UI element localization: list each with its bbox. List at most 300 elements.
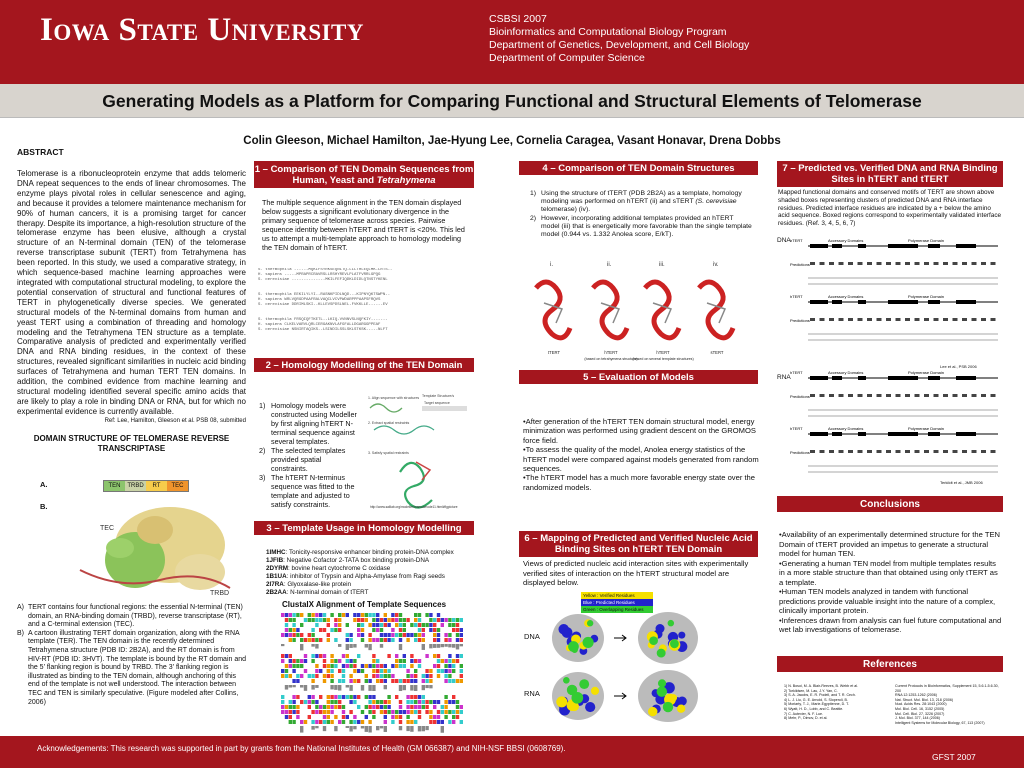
alignment-residue — [319, 654, 322, 658]
alignment-residue — [418, 628, 421, 632]
conservation-bar — [448, 644, 451, 647]
alignment-residue — [361, 664, 364, 668]
alignment-residue — [315, 710, 318, 714]
reference-source: Intelligent Systems for Molecular Biology, 67, 113 (2007) — [895, 720, 985, 725]
fig-label: Target sequence — [424, 401, 450, 405]
prediction-mark — [877, 262, 882, 265]
legend-overlapping: Green : Overlapping Residues — [581, 606, 653, 613]
panel5-bullet: •To assess the quality of the model, Anolea energy statistics of the hTERT model were compared against models generated from random sequences. — [523, 445, 759, 474]
prediction-mark — [839, 394, 844, 397]
alignment-residue — [289, 720, 292, 724]
alignment-residue — [289, 638, 292, 642]
conservation-bar — [380, 644, 383, 648]
alignment-residue — [342, 669, 345, 673]
conservation-bar — [311, 644, 314, 647]
alignment-residue — [433, 705, 436, 709]
references-heading: References — [777, 656, 1003, 672]
alignment-residue — [327, 695, 330, 699]
alignment-residue — [399, 618, 402, 622]
alignment-residue — [384, 710, 387, 714]
panel5-heading: 5 – Evaluation of Models — [519, 370, 758, 384]
alignment-residue — [433, 700, 436, 704]
reference-citation: 6) Wyatt, H. D., Lobb, and C. Beattie. — [784, 706, 844, 711]
alignment-residue — [441, 710, 444, 714]
alignment-residue — [334, 695, 337, 699]
prediction-mark — [829, 318, 834, 321]
alignment-residue — [353, 715, 356, 719]
alignment-residue — [384, 623, 387, 627]
alignment-residue — [452, 710, 455, 714]
prediction-mark — [820, 318, 825, 321]
alignment-residue — [418, 618, 421, 622]
alignment-residue — [448, 674, 451, 678]
alignment-residue — [285, 654, 288, 658]
alignment-residue — [292, 623, 295, 627]
alignment-residue — [292, 720, 295, 724]
alignment-residue — [456, 715, 459, 719]
prediction-mark — [858, 318, 863, 321]
alignment-residue — [285, 613, 288, 617]
alignment-residue — [357, 628, 360, 632]
conservation-bar — [368, 726, 371, 732]
domain-segment — [928, 376, 940, 380]
conservation-bar — [376, 726, 379, 730]
alignment-residue — [327, 705, 330, 709]
domain-trbd: TRBD — [125, 481, 146, 491]
prediction-mark — [943, 318, 948, 321]
panel1-heading-em: Tetrahymena — [376, 174, 436, 186]
alignment-residue — [433, 664, 436, 668]
prediction-mark — [962, 394, 967, 397]
alignment-residue — [353, 618, 356, 622]
legend-verified: Yellow : Verified Residues — [581, 592, 653, 599]
residue-patch — [556, 696, 567, 707]
alignment-residue — [460, 705, 463, 709]
alignment-residue — [399, 705, 402, 709]
alignment-residue — [304, 654, 307, 658]
alignment-residue — [368, 695, 371, 699]
domain-segment — [888, 432, 918, 436]
alignment-residue — [281, 710, 284, 714]
panel5-bullet: •After generation of the hTERT TEN domain structural model, energy minimization was performed using gradient descent on the GROMOS force field. — [523, 417, 756, 445]
track-label: Polymerase Domain — [908, 238, 945, 243]
ribbon-label-tec: TEC — [100, 525, 114, 532]
alignment-residue — [414, 710, 417, 714]
residue-patch — [657, 649, 666, 658]
alignment-residue — [372, 715, 375, 719]
alignment-residue — [414, 720, 417, 724]
alignment-residue — [346, 633, 349, 637]
alignment-residue — [357, 654, 360, 658]
conclusion-text: Inferences drawn from analysis can fuel future computational and wet lab investigations of telomerase. — [779, 615, 1002, 634]
domain-segment — [858, 376, 866, 380]
conservation-bar — [410, 685, 413, 691]
alignment-residue — [395, 679, 398, 683]
alignment-residue — [365, 705, 368, 709]
alignment-residue — [365, 674, 368, 678]
alignment-residue — [338, 659, 341, 663]
alignment-residue — [353, 669, 356, 673]
alignment-residue — [406, 720, 409, 724]
alignment-residue — [296, 695, 299, 699]
conclusion-bullet: •Generating a human TEN model from multiple templates results in a more stable structure than that obtained using only tTERT as a template. — [779, 558, 998, 587]
reference-citation: 2) Torkildsen, M. Lau, J.Y. Yan, C. — [784, 688, 838, 693]
alignment-residue — [330, 700, 333, 704]
alignment-residue — [384, 633, 387, 637]
reference-citation: 4) L. J. Liu, G. E. Arnold, S. Sloperoli, B. — [784, 697, 848, 702]
alignment-residue — [353, 664, 356, 668]
alignment-residue — [387, 618, 390, 622]
prediction-mark — [991, 318, 996, 321]
alignment-residue — [376, 664, 379, 668]
alignment-residue — [330, 669, 333, 673]
fig-label: 3. Satisfy spatial restraints — [368, 451, 409, 455]
prediction-mark — [896, 318, 901, 321]
conservation-bar — [346, 685, 349, 688]
alignment-residue — [353, 679, 356, 683]
alignment-residue — [448, 664, 451, 668]
conservation-bar — [384, 685, 387, 689]
prediction-mark — [886, 450, 891, 453]
reference-source: Mol. Cell. Biol. 27, 3226 (2007) — [895, 711, 945, 716]
alignment-residue — [422, 695, 425, 699]
alignment-residue — [296, 628, 299, 632]
alignment-residue — [334, 700, 337, 704]
alignment-residue — [456, 700, 459, 704]
sequence-alignment — [258, 268, 472, 344]
prediction-mark — [867, 394, 872, 397]
alignment-residue — [452, 720, 455, 724]
prediction-mark — [972, 450, 977, 453]
alignment-residue — [292, 710, 295, 714]
dna-row-label: DNA — [524, 632, 540, 641]
alignment-residue — [433, 638, 436, 642]
modeller-workflow-figure — [360, 392, 472, 510]
seq-name: H. sapiens — [258, 298, 283, 302]
prediction-mark — [981, 394, 986, 397]
track-label: hTERT — [790, 370, 803, 375]
alignment-residue — [441, 623, 444, 627]
alignment-residue — [380, 633, 383, 637]
alignment-residue — [349, 659, 352, 663]
alignment-residue — [296, 664, 299, 668]
conservation-bar — [425, 726, 428, 730]
conservation-bar — [361, 726, 364, 728]
alignment-residue — [300, 664, 303, 668]
prediction-mark — [972, 318, 977, 321]
references-left — [784, 684, 889, 726]
alignment-residue — [289, 613, 292, 617]
alignment-residue — [403, 679, 406, 683]
alignment-residue — [342, 664, 345, 668]
alignment-residue — [349, 664, 352, 668]
alignment-residue — [296, 633, 299, 637]
alignment-residue — [346, 659, 349, 663]
domain-segment — [832, 300, 842, 304]
alignment-residue — [319, 720, 322, 724]
alignment-residue — [391, 613, 394, 617]
alignment-residue — [300, 720, 303, 724]
alignment-residue — [334, 664, 337, 668]
rotation-arrow — [614, 635, 626, 641]
alignment-residue — [330, 664, 333, 668]
author-list: Colin Gleeson, Michael Hamilton, Jae-Hyung Lee, Cornelia Caragea, Vasant Honavar, Drena Dobbs — [243, 135, 781, 147]
alignment-residue — [319, 669, 322, 673]
template-desc: : Negative Cofactor 2-TATA box binding protein-DNA — [283, 557, 430, 564]
prediction-mark — [905, 450, 910, 453]
domain-segment — [956, 432, 976, 436]
alignment-residue — [384, 664, 387, 668]
telomerase-surface-image — [60, 500, 240, 600]
alignment-residue — [319, 710, 322, 714]
alignment-residue — [372, 638, 375, 642]
alignment-residue — [289, 705, 292, 709]
alignment-residue — [406, 669, 409, 673]
alignment-residue — [448, 623, 451, 627]
alignment-residue — [448, 654, 451, 658]
alignment-residue — [441, 720, 444, 724]
track-label: hTERT — [790, 426, 803, 431]
alignment-residue — [338, 720, 341, 724]
alignment-residue — [319, 628, 322, 632]
alignment-residue — [429, 623, 432, 627]
alignment-residue — [365, 715, 368, 719]
alignment-residue — [304, 700, 307, 704]
alignment-residue — [289, 659, 292, 663]
fig-label: 2. Extract spatial restraints — [368, 421, 410, 425]
alignment-residue — [327, 715, 330, 719]
alignment-residue — [361, 638, 364, 642]
alignment-residue — [403, 633, 406, 637]
alignment-residue — [361, 628, 364, 632]
alignment-residue — [403, 710, 406, 714]
alignment-residue — [410, 695, 413, 699]
prediction-mark — [886, 394, 891, 397]
alignment-residue — [334, 638, 337, 642]
alignment-residue — [334, 715, 337, 719]
template-item — [266, 557, 472, 565]
domain-segment — [956, 244, 976, 248]
track-label: Accessory Domains — [828, 370, 864, 375]
conservation-bar — [315, 726, 318, 728]
alignment-residue — [456, 633, 459, 637]
alignment-residue — [429, 628, 432, 632]
alignment-residue — [334, 659, 337, 663]
reference-source: Current Protocols in Bioinformatics, Supplement 15, 5.6.1-5.6.30, 200 — [895, 684, 999, 693]
prediction-mark — [877, 394, 882, 397]
alignment-residue — [380, 674, 383, 678]
alignment-residue — [323, 613, 326, 617]
conservation-bar — [441, 644, 444, 647]
alignment-residue — [327, 720, 330, 724]
alignment-residue — [292, 669, 295, 673]
alignment-residue — [414, 633, 417, 637]
alignment-residue — [308, 613, 311, 617]
alignment-residue — [444, 674, 447, 678]
prediction-mark — [886, 318, 891, 321]
alignment-residue — [349, 695, 352, 699]
alignment-residue — [395, 659, 398, 663]
alignment-residue — [399, 720, 402, 724]
alignment-residue — [380, 669, 383, 673]
alignment-residue — [323, 679, 326, 683]
alignment-residue — [327, 664, 330, 668]
alignment-residue — [444, 664, 447, 668]
domain-segment — [956, 300, 976, 304]
alignment-residue — [330, 720, 333, 724]
legend-predicted: Blue : Predicted Residues — [581, 599, 653, 606]
alignment-residue — [384, 720, 387, 724]
panel4-marker: 2) — [530, 214, 537, 222]
clustal-alignment-image — [263, 611, 472, 733]
alignment-residue — [372, 710, 375, 714]
alignment-residue — [448, 679, 451, 683]
track-label: hTERT — [790, 238, 803, 243]
alignment-residue — [315, 654, 318, 658]
prediction-mark — [839, 450, 844, 453]
alignment-residue — [387, 700, 390, 704]
alignment-residue — [308, 715, 311, 719]
conservation-bar — [289, 685, 292, 688]
alignment-residue — [418, 710, 421, 714]
prediction-mark — [820, 262, 825, 265]
alignment-residue — [399, 715, 402, 719]
template-item — [266, 589, 472, 597]
alignment-residue — [353, 659, 356, 663]
alignment-residue — [456, 618, 459, 622]
ten-structures-image — [519, 258, 758, 368]
prediction-mark — [867, 318, 872, 321]
conservation-bar — [399, 685, 402, 691]
prediction-mark — [867, 450, 872, 453]
conservation-bar — [365, 726, 368, 732]
alignment-residue — [410, 710, 413, 714]
domain-tec: TEC — [167, 481, 188, 491]
alignment-residue — [403, 654, 406, 658]
alignment-residue — [338, 613, 341, 617]
alignment-residue — [376, 700, 379, 704]
poster-title: Generating Models as a Platform for Comparing Functional and Structural Elements of Telomerase — [102, 91, 922, 111]
alignment-residue — [296, 710, 299, 714]
alignment-residue — [289, 710, 292, 714]
alignment-residue — [357, 618, 360, 622]
structure-caption: sTERT — [710, 350, 724, 355]
alignment-residue — [357, 705, 360, 709]
alignment-residue — [285, 633, 288, 637]
ribbon-helix — [536, 282, 570, 338]
alignment-residue — [349, 710, 352, 714]
conservation-bar — [338, 644, 341, 647]
conclusion-text: Human TEN models analyzed in tandem with functional predictions provide valuable insight into the nature of a complex, clinically important protein. — [779, 587, 996, 615]
conservation-bar — [422, 644, 425, 650]
alignment-residue — [319, 618, 322, 622]
alignment-block: S. thermophila ------MQKIFSYRKSEQNLTQ-LLLTHLEQLMK-LRTS-- H. sapiens -----MPRAPRCRAVRSLLRSHYREVLPLATFVRRLGPQG S. cerevisiae --------------MKILFEFIQDKLDIDLQTNSTYKENL — [258, 268, 393, 282]
alignment-residue — [433, 654, 436, 658]
rna-row-label: RNA — [524, 689, 540, 698]
alignment-residue — [361, 618, 364, 622]
panel4-list — [530, 190, 752, 239]
alignment-residue — [456, 654, 459, 658]
alignment-residue — [368, 700, 371, 704]
alignment-residue — [281, 633, 284, 637]
panel4-text-em: (S. cerevisiae — [695, 198, 737, 206]
alignment-residue — [330, 674, 333, 678]
residue-legend — [581, 592, 653, 613]
alignment-residue — [372, 628, 375, 632]
domain-segment — [888, 244, 918, 248]
alignment-residue — [410, 674, 413, 678]
alignment-residue — [300, 633, 303, 637]
alignment-residue — [292, 664, 295, 668]
alignment-residue — [323, 659, 326, 663]
residue-patch — [587, 620, 593, 626]
panel2-text: The selected templates provided spatial constraints. — [271, 446, 346, 473]
alignment-residue — [292, 679, 295, 683]
conservation-bar — [365, 644, 368, 648]
residue-patch — [562, 627, 573, 638]
alignment-residue — [338, 679, 341, 683]
alignment-residue — [460, 679, 463, 683]
domain-segment — [858, 244, 866, 248]
reference-citation: 8) Mehr, P., Dimov, D. et al. — [784, 716, 828, 721]
alignment-residue — [372, 674, 375, 678]
conservation-bar — [311, 726, 314, 730]
alignment-residue — [289, 633, 292, 637]
alignment-residue — [311, 638, 314, 642]
alignment-residue — [338, 695, 341, 699]
panel6-body: Views of predicted nucleic acid interaction sites with experimentally verified sites of interaction on the hTERT structural model are displayed below. — [523, 559, 749, 588]
alignment-residue — [452, 700, 455, 704]
alignment-residue — [406, 705, 409, 709]
conservation-bar — [285, 685, 288, 690]
alignment-residue — [387, 710, 390, 714]
caption-text: TERT contains four functional regions: the essential N-terminal (TEN) domain, an RNA-binding domain (TRBD), reverse transcriptase (RT), and a C-terminal extension (TEC). — [28, 604, 243, 629]
alignment-residue — [410, 654, 413, 658]
alignment-residue — [289, 700, 292, 704]
conservation-bar — [441, 726, 444, 733]
footer-banner — [0, 736, 1024, 768]
alignment-residue — [395, 710, 398, 714]
alignment-residue — [365, 618, 368, 622]
alignment-residue — [323, 674, 326, 678]
alignment-residue — [311, 613, 314, 617]
alignment-residue — [338, 705, 341, 709]
alignment-residue — [387, 638, 390, 642]
alignment-residue — [304, 618, 307, 622]
alignment-residue — [357, 623, 360, 627]
alignment-residue — [349, 720, 352, 724]
alignment-residue — [289, 628, 292, 632]
references-list — [784, 684, 1000, 726]
alignment-residue — [330, 654, 333, 658]
conservation-bar — [414, 685, 417, 691]
seq-name: H. sapiens — [258, 323, 283, 327]
alignment-residue — [395, 618, 398, 622]
alignment-residue — [391, 674, 394, 678]
residue-patch — [563, 677, 570, 684]
alignment-residue — [361, 633, 364, 637]
panel4-item — [530, 215, 752, 240]
alignment-residue — [418, 695, 421, 699]
alignment-residue — [368, 613, 371, 617]
template-id: 2B2AA — [266, 589, 287, 596]
alignment-residue — [372, 705, 375, 709]
alignment-residue — [319, 613, 322, 617]
alignment-residue — [403, 623, 406, 627]
alignment-residue — [380, 664, 383, 668]
conservation-bar — [361, 685, 364, 691]
template-desc: : N-terminal domain of tTERT — [286, 589, 369, 596]
